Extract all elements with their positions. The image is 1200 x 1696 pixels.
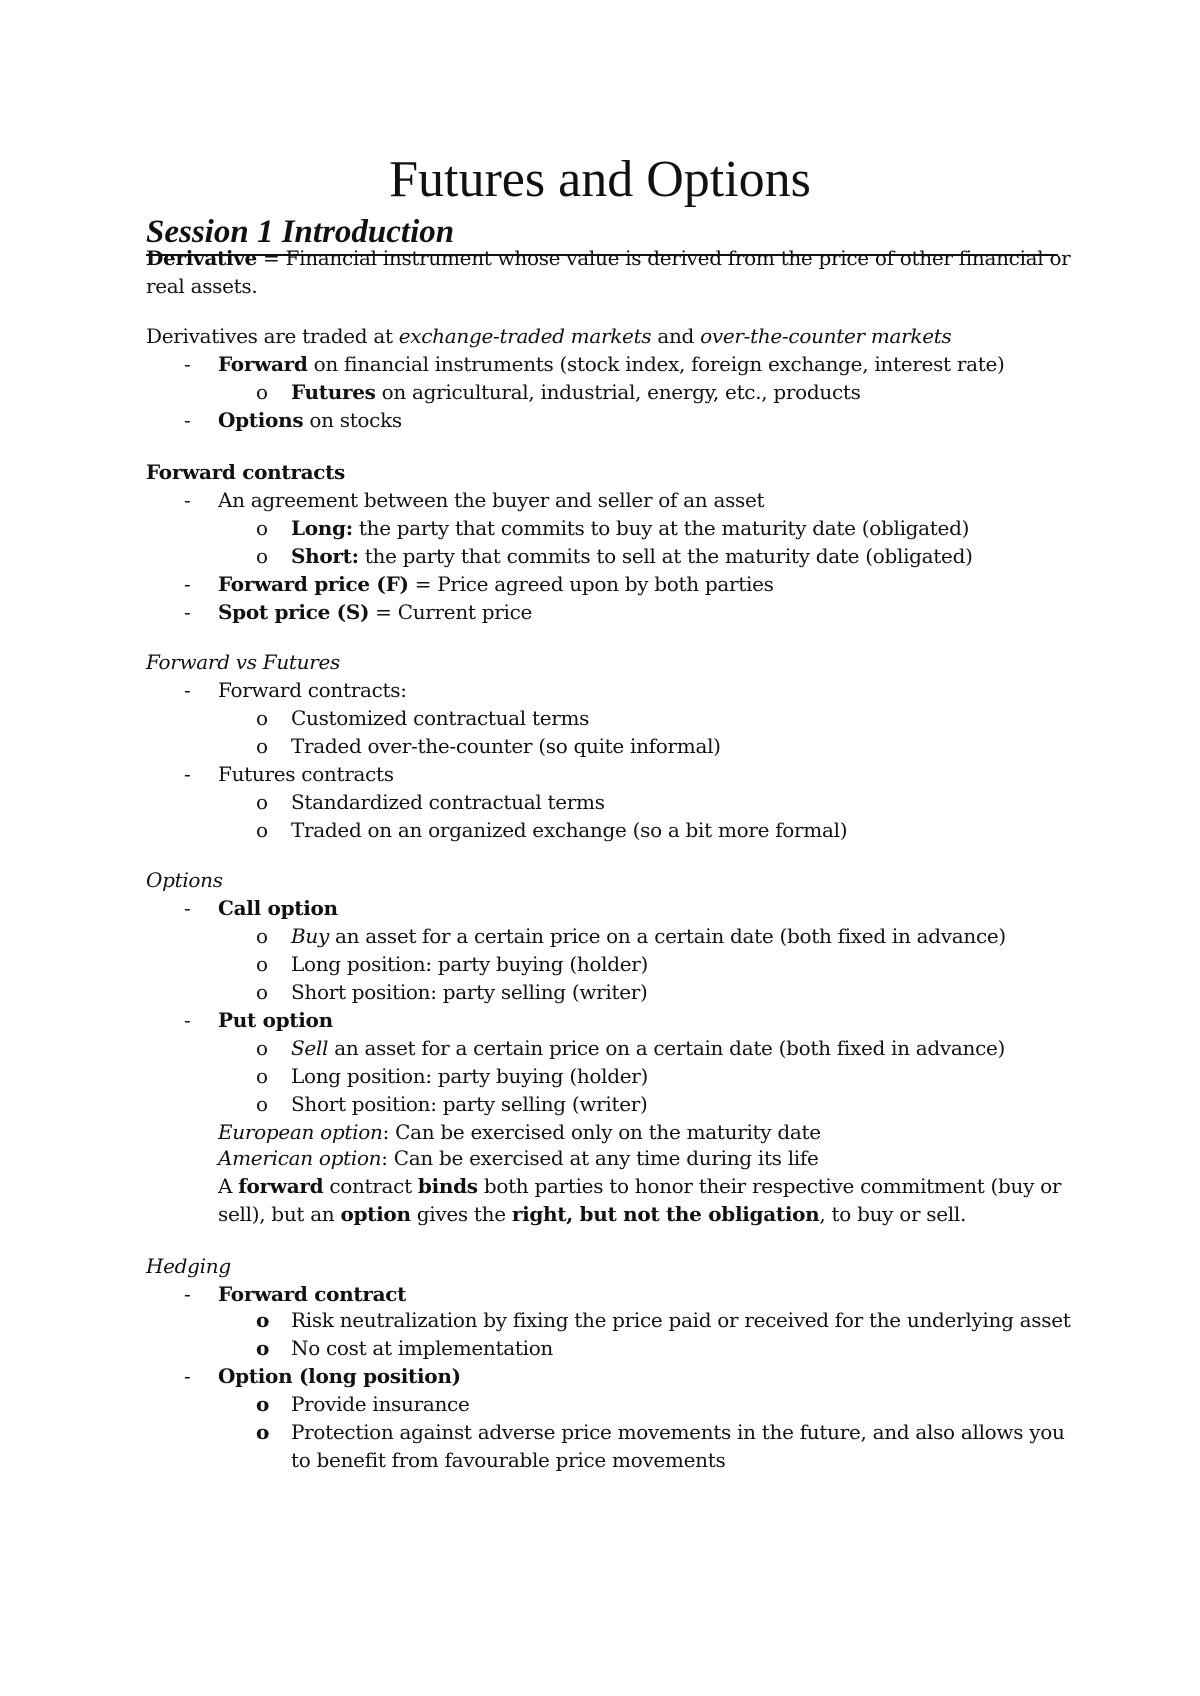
dash-marker: -: [184, 762, 191, 786]
circle-marker: o: [256, 544, 268, 568]
markets-prefix: Derivatives are traded at: [146, 324, 399, 348]
american-option-line: [218, 1144, 819, 1172]
list-item: [218, 894, 338, 922]
item-text: the party that commits to sell at the maturity date (obligated): [358, 544, 973, 568]
item-italic: American option: [218, 1146, 382, 1170]
circle-marker: o: [256, 952, 268, 976]
item-text: on agricultural, industrial, energy, etc., products: [375, 380, 861, 404]
list-item: Provide insurance: [291, 1392, 470, 1416]
circle-marker: o: [256, 1092, 268, 1116]
circle-marker: o: [256, 1420, 270, 1444]
list-item: Forward contracts:: [218, 678, 407, 702]
options-heading: [146, 866, 223, 894]
text-bold: option: [340, 1202, 411, 1226]
circle-marker: o: [256, 1064, 268, 1088]
item-text: an asset for a certain price on a certain date (both fixed in advance): [328, 924, 1006, 948]
text-bold: forward: [238, 1174, 324, 1198]
list-item-continuation: to benefit from favourable price movements: [291, 1448, 726, 1472]
item-text: = Price agreed upon by both parties: [408, 572, 774, 596]
item-text: : Can be exercised only on the maturity date: [382, 1120, 821, 1144]
circle-marker: o: [256, 380, 268, 404]
dash-marker: -: [184, 408, 191, 432]
item-bold: Forward: [218, 352, 308, 376]
circle-marker: o: [256, 516, 268, 540]
section-heading: Session 1 Introduction: [146, 210, 1058, 256]
market-exchange-traded: exchange-traded markets: [398, 324, 652, 348]
dash-marker: -: [184, 572, 191, 596]
list-item: Short position: party selling (writer): [291, 1092, 648, 1116]
item-text: the party that commits to buy at the maturity date (obligated): [352, 516, 970, 540]
list-item: Traded over-the-counter (so quite informal): [291, 734, 721, 758]
list-item: [218, 598, 532, 626]
text-bold: right, but not the obligation: [511, 1202, 820, 1226]
list-item: No cost at implementation: [291, 1336, 554, 1360]
text-bold: binds: [417, 1174, 478, 1198]
item-text: = Current price: [369, 600, 533, 624]
list-item: Protection against adverse price movements in the future, and also allows you: [291, 1420, 1065, 1444]
dash-marker: -: [184, 1282, 191, 1306]
dash-marker: -: [184, 678, 191, 702]
item-text: on financial instruments (stock index, foreign exchange, interest rate): [307, 352, 1005, 376]
circle-marker: o: [256, 706, 268, 730]
item-bold: Put option: [218, 1008, 333, 1032]
derivative-term: Derivative: [146, 246, 257, 270]
dash-marker: -: [184, 600, 191, 624]
forward-vs-futures-heading: [146, 648, 340, 676]
dash-marker: -: [184, 896, 191, 920]
circle-marker: o: [256, 924, 268, 948]
list-item: [291, 514, 969, 542]
text-run: gives the: [410, 1202, 512, 1226]
heading-text: Options: [146, 868, 223, 892]
item-bold: Spot price (S): [218, 600, 370, 624]
item-bold: Call option: [218, 896, 338, 920]
heading-text: Hedging: [146, 1254, 231, 1278]
list-item: [218, 1280, 406, 1308]
list-item: Short position: party selling (writer): [291, 980, 648, 1004]
heading-text: Forward contracts: [146, 460, 346, 484]
list-item: [218, 350, 1004, 378]
circle-marker: o: [256, 980, 268, 1004]
derivative-definition: [146, 244, 1070, 272]
item-bold: Option (long position): [218, 1364, 461, 1388]
markets-and: and: [651, 324, 701, 348]
item-italic: Sell: [291, 1036, 329, 1060]
item-italic: Buy: [291, 924, 329, 948]
circle-marker: o: [256, 818, 268, 842]
list-item: Customized contractual terms: [291, 706, 590, 730]
circle-marker: o: [256, 734, 268, 758]
list-item: Traded on an organized exchange (so a bit more formal): [291, 818, 848, 842]
list-item: Risk neutralization by fixing the price paid or received for the underlying asset: [291, 1308, 1071, 1332]
circle-marker: o: [256, 790, 268, 814]
dash-marker: -: [184, 488, 191, 512]
circle-marker: o: [256, 1308, 270, 1332]
list-item: [218, 1006, 333, 1034]
list-item: [291, 542, 973, 570]
forward-vs-option-paragraph-line2: [218, 1200, 966, 1228]
market-otc: over-the-counter markets: [700, 324, 952, 348]
item-bold: Options: [218, 408, 304, 432]
item-text: : Can be exercised at any time during its life: [381, 1146, 819, 1170]
list-item: [218, 570, 774, 598]
list-item: Standardized contractual terms: [291, 790, 605, 814]
list-item: [291, 378, 861, 406]
dash-marker: -: [184, 1364, 191, 1388]
text-run: sell), but an: [218, 1202, 341, 1226]
item-text: an asset for a certain price on a certain date (both fixed in advance): [328, 1036, 1006, 1060]
heading-text: Forward vs Futures: [146, 650, 341, 674]
european-option-line: [218, 1118, 821, 1146]
item-text: on stocks: [303, 408, 402, 432]
text-run: , to buy or sell.: [819, 1202, 967, 1226]
item-bold: Forward price (F): [218, 572, 409, 596]
text-run: contract: [323, 1174, 418, 1198]
list-item: Long position: party buying (holder): [291, 1064, 649, 1088]
item-bold: Forward contract: [218, 1282, 407, 1306]
list-item: Long position: party buying (holder): [291, 952, 649, 976]
list-item: [218, 406, 402, 434]
item-bold: Long:: [291, 516, 353, 540]
forward-contracts-heading: [146, 458, 345, 486]
dash-marker: -: [184, 352, 191, 376]
circle-marker: o: [256, 1392, 270, 1416]
circle-marker: o: [256, 1336, 270, 1360]
equals-sign: =: [256, 246, 286, 270]
item-bold: Short:: [291, 544, 359, 568]
circle-marker: o: [256, 1036, 268, 1060]
text-run: both parties to honor their respective commitment (buy or: [477, 1174, 1062, 1198]
item-bold: Futures: [291, 380, 376, 404]
list-item: [218, 1362, 461, 1390]
derivative-def-line1: Financial instrument whose value is derived from the price of other financial or: [285, 246, 1071, 270]
markets-sentence: [146, 322, 951, 350]
dash-marker: -: [184, 1008, 191, 1032]
list-item: An agreement between the buyer and seller of an asset: [218, 488, 765, 512]
forward-vs-option-paragraph-line1: [218, 1172, 1061, 1200]
text-run: A: [218, 1174, 239, 1198]
item-italic: European option: [218, 1120, 383, 1144]
list-item: [291, 922, 1006, 950]
document-title: Futures and Options: [389, 151, 811, 208]
list-item: [291, 1034, 1005, 1062]
list-item: Futures contracts: [218, 762, 394, 786]
derivative-def-line2: real assets.: [146, 274, 258, 298]
hedging-heading: [146, 1252, 231, 1280]
